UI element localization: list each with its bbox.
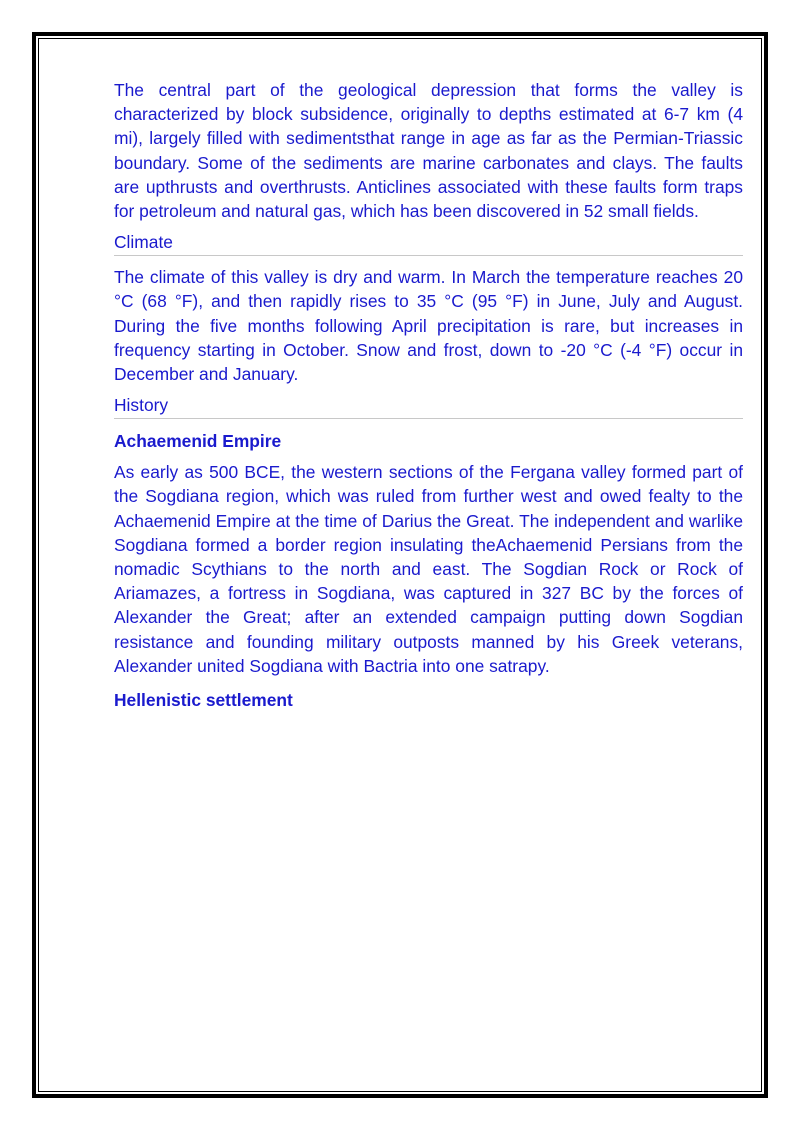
- climate-paragraph: The climate of this valley is dry and warm. In March the temperature reaches 20 °C (68 °F), and then rapidly rises to 35 °C (95 °F) in June, July and August. During the five months following April precipitation is rare, but increases in frequency starting in October. Snow and frost, down to -20 °C (-4 °F) occur in December and January.: [114, 267, 743, 385]
- achaemenid-subheading: Achaemenid Empire: [114, 431, 282, 452]
- climate-heading: Climate: [114, 230, 743, 256]
- geology-paragraph: The central part of the geological depression that forms the valley is characterized by block subsidence, originally to depths estimated at 6-7 km (4 mi), largely filled with sedimentsthat range in age as far as the Permian-Triassic boundary. Some of the sediments are marine carbonates and clays. The faults are upthrusts and overthrusts. Anticlines associated with these faults form traps for petroleum and natural gas, which has been discovered in 52 small fields.: [114, 80, 743, 222]
- document-body: [114, 78, 743, 719]
- history-heading: History: [114, 393, 743, 419]
- hellenistic-subheading: Hellenistic settlement: [114, 690, 293, 711]
- achaemenid-paragraph: As early as 500 BCE, the western sections of the Fergana valley formed part of the Sogdiana region, which was ruled from further west and owed fealty to the Achaemenid Empire at the time of Darius the Great. The independent and warlike Sogdiana formed a border region insulating theAchaemenid Persians from the nomadic Scythians to the north and east. The Sogdian Rock or Rock of Ariamazes, a fortress in Sogdiana, was captured in 327 BC by the forces of Alexander the Great; after an extended campaign putting down Sogdian resistance and founding military outposts manned by his Greek veterans, Alexander united Sogdiana with Bactria into one satrapy.: [114, 462, 743, 676]
